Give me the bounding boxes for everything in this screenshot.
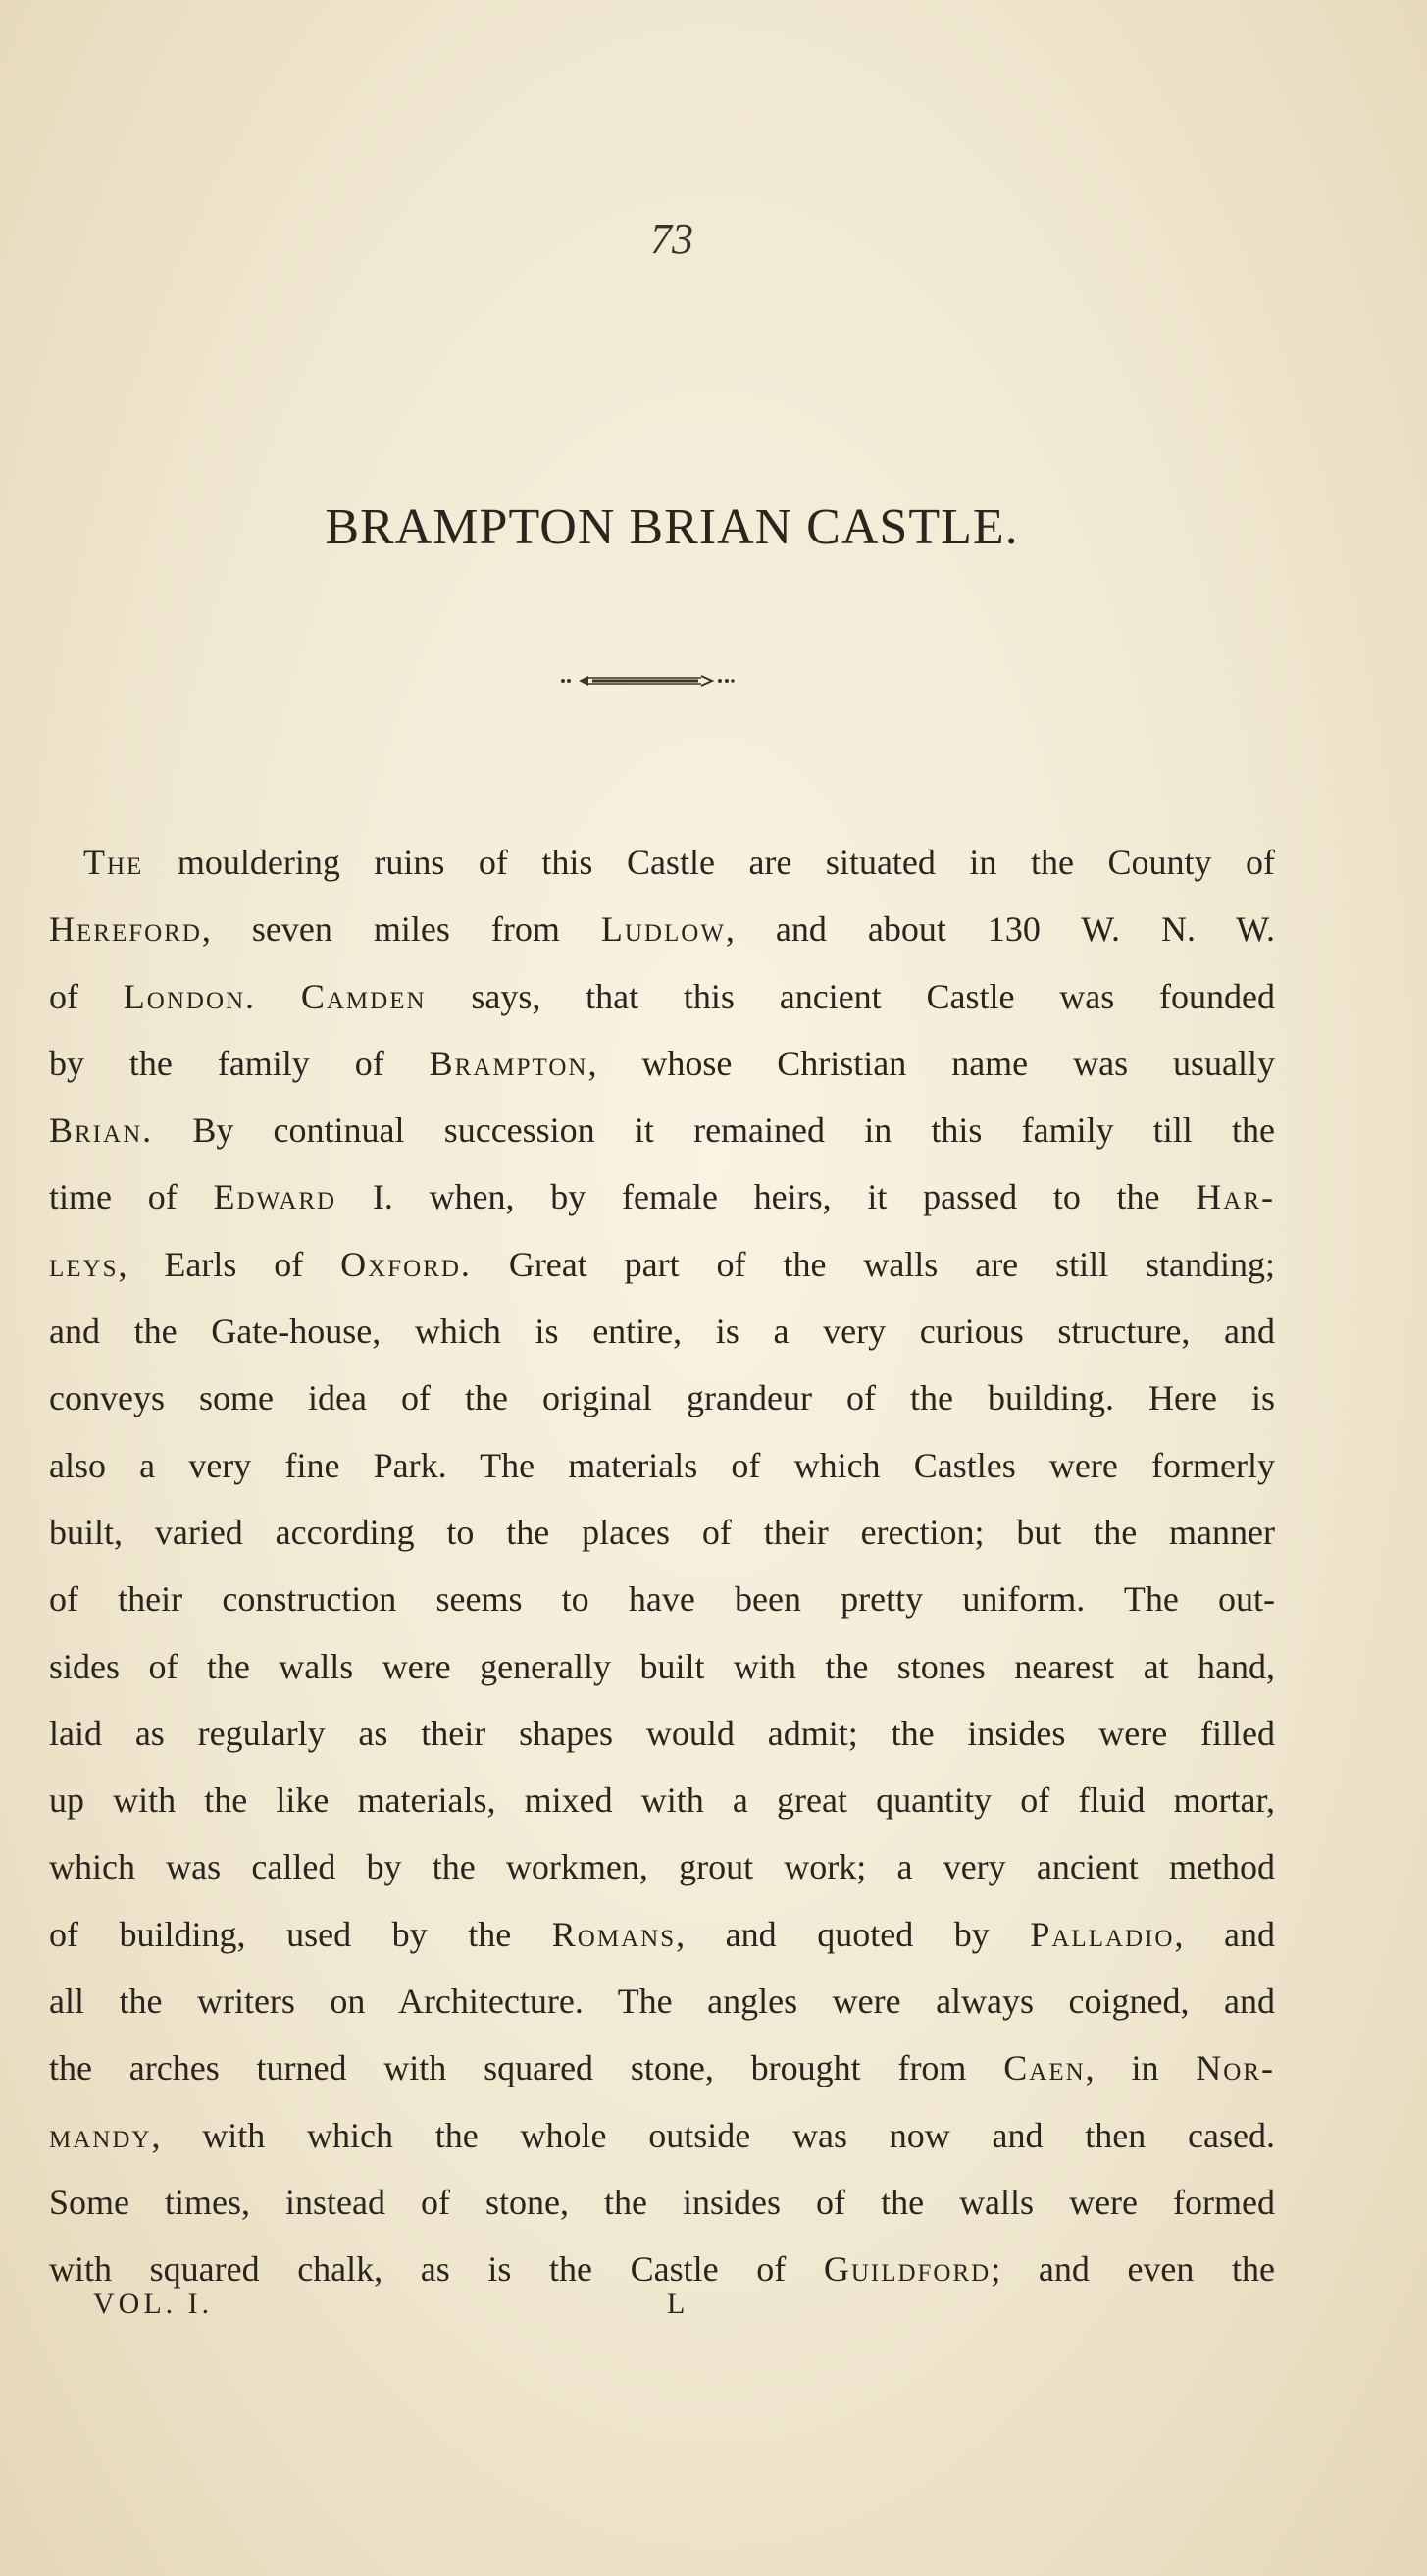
text-run: ; and even the	[991, 2249, 1275, 2290]
text-run: time of	[49, 1177, 214, 1217]
proper-noun: Har-	[1196, 1177, 1275, 1217]
text-line	[49, 963, 1275, 1030]
proper-noun: leys	[49, 1244, 119, 1284]
text-run: and the Gate-house, which is entire, is a very curious structure, and	[49, 1312, 1275, 1352]
volume-label: VOL. I.	[93, 2288, 214, 2320]
proper-noun: Nor-	[1196, 2048, 1275, 2088]
text-line	[49, 2102, 1275, 2169]
text-line	[49, 829, 1275, 896]
text-run: of	[49, 976, 124, 1016]
text-line	[49, 1700, 1275, 1767]
text-line	[49, 1298, 1275, 1365]
text-line	[49, 1833, 1275, 1900]
text-line	[49, 1767, 1275, 1833]
text-run: , with which the whole outside was now and then cased.	[151, 2115, 1275, 2155]
text-run: sides of the walls were generally built with the stones nearest at hand,	[49, 1646, 1275, 1686]
proper-noun: mandy	[49, 2115, 152, 2155]
proper-noun: Romans	[551, 1914, 677, 1954]
text-line	[49, 1231, 1275, 1298]
text-run: , and quoted by	[676, 1914, 1031, 1954]
proper-noun: London.	[123, 976, 257, 1016]
text-run: , Earls of	[118, 1244, 341, 1284]
text-line	[49, 1566, 1275, 1632]
text-line	[49, 896, 1275, 962]
text-run: I. when, by female heirs, it passed to the	[336, 1177, 1197, 1217]
text-run: By continual succession it remained in this family till the	[153, 1110, 1275, 1151]
text-line	[49, 2035, 1275, 2101]
text-run: by the family of	[49, 1043, 430, 1083]
text-run: , whose Christian name was usually	[587, 1043, 1275, 1083]
text-run: , and	[1174, 1914, 1275, 1954]
text-line	[49, 1901, 1275, 1968]
chapter-title: BRAMPTON BRIAN CASTLE.	[325, 499, 1019, 555]
proper-noun: Palladio	[1030, 1914, 1175, 1954]
proper-noun: Camden	[300, 976, 427, 1016]
text-line	[49, 2169, 1275, 2236]
proper-noun: The	[83, 843, 144, 882]
proper-noun: Hereford	[49, 909, 202, 950]
text-line	[49, 1030, 1275, 1097]
text-run: up with the like materials, mixed with a great quantity of fluid mortar,	[49, 1780, 1275, 1821]
text-run: built, varied according to the places of their erection; but the manner	[49, 1512, 1275, 1552]
text-run: Some times, instead of stone, the insides of the walls were formed	[49, 2182, 1275, 2222]
text-run: with squared chalk, as is the Castle of	[49, 2249, 824, 2290]
body-text	[49, 829, 1275, 2303]
text-line	[49, 1633, 1275, 1700]
proper-noun: Brian.	[49, 1110, 154, 1151]
text-run: laid as regularly as their shapes would admit; the insides were filled	[49, 1713, 1275, 1753]
text-run: mouldering ruins of this Castle are situated in the County of	[143, 843, 1275, 882]
ornament-divider-icon	[559, 671, 736, 691]
text-run: which was called by the workmen, grout work; a very ancient method	[49, 1847, 1275, 1887]
text-run: , in	[1085, 2048, 1197, 2088]
text-run: all the writers on Architecture. The angles were always coigned, and	[49, 1982, 1275, 2022]
proper-noun: Ludlow	[600, 909, 726, 950]
text-line	[49, 1968, 1275, 2035]
text-run: also a very fine Park. The materials of which Castles were formerly	[49, 1445, 1275, 1485]
text-run: Great part of the walls are still standing;	[471, 1244, 1275, 1284]
proper-noun: Oxford.	[340, 1244, 472, 1284]
text-run: , and about 130 W. N. W.	[725, 909, 1275, 950]
text-run: conveys some idea of the original grandeur of the building. Here is	[49, 1378, 1275, 1418]
text-line	[49, 1432, 1275, 1499]
text-run	[256, 977, 301, 1016]
proper-noun: Brampton	[429, 1043, 588, 1083]
text-run: says, that this ancient Castle was founded	[426, 976, 1275, 1016]
text-line	[49, 1097, 1275, 1163]
proper-noun: Caen	[1003, 2048, 1086, 2088]
page-footer	[0, 2288, 1427, 2337]
text-run: of building, used by the	[49, 1914, 552, 1954]
text-run: , seven miles from	[201, 909, 601, 950]
page-number: 73	[650, 215, 693, 263]
text-run: of their construction seems to have been pretty uniform. The out-	[49, 1579, 1275, 1620]
proper-noun: Guildford	[823, 2249, 992, 2290]
proper-noun: Edward	[213, 1177, 337, 1217]
text-line	[49, 1365, 1275, 1431]
text-run: the arches turned with squared stone, brought from	[49, 2048, 1004, 2088]
signature-mark: L	[667, 2288, 686, 2320]
text-line	[49, 1499, 1275, 1566]
text-line	[49, 1163, 1275, 1230]
